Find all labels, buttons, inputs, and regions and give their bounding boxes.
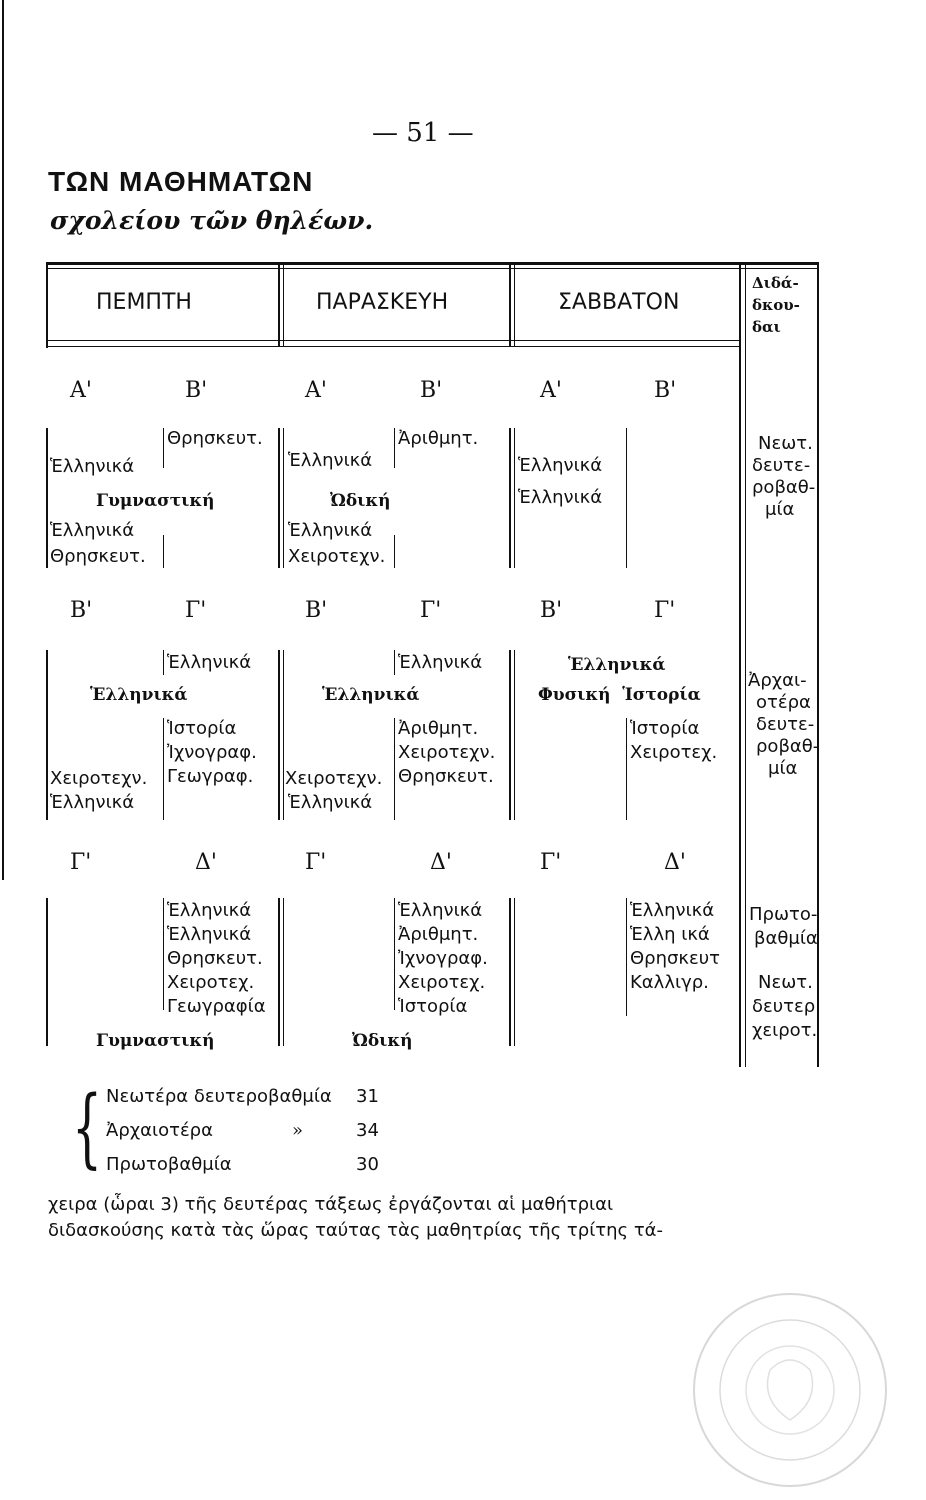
margin-line	[2, 0, 4, 880]
cell-thu-g: Ἰχνογραφ.	[167, 742, 257, 763]
header-divider-1	[278, 262, 280, 346]
table-left-border	[46, 262, 48, 348]
grade-label: Γ'	[654, 598, 676, 623]
summary-brace: {	[72, 1078, 103, 1178]
grade-label: Γ'	[305, 850, 327, 875]
col-rule	[626, 718, 627, 820]
cell-fri-d: Ἀριθμητ.	[398, 924, 479, 945]
col-rule	[46, 428, 48, 568]
cell-thu-top: Ἑλληνικά	[167, 652, 252, 673]
summary-value: 34	[356, 1120, 379, 1141]
teacher-col-divider	[739, 262, 741, 1067]
header-divider-2	[509, 262, 511, 346]
col-rule	[278, 898, 280, 1046]
cell-thu-b: Θρησκευτ.	[167, 428, 263, 449]
cell-thu-d: Ἑλληνικά	[167, 924, 252, 945]
cell-fri-joint: Ὠδική	[330, 491, 391, 511]
page-number: — 51 —	[372, 118, 474, 148]
cell-thu-joint: Ἑλληνικά	[90, 685, 188, 705]
cell-sat-a: Ἑλληνικά	[518, 487, 603, 508]
col-rule	[163, 428, 164, 468]
col-rule	[394, 718, 395, 820]
header-divider-1b	[283, 262, 284, 346]
teacher-cell: βαθμία	[754, 928, 818, 949]
teacher-cell: Νεωτ.	[758, 972, 813, 993]
header-saturday: ΣΑΒΒΑΤΟΝ	[558, 290, 680, 315]
cell-fri-g: Θρησκευτ.	[398, 766, 494, 787]
grade-label: Β'	[185, 378, 208, 403]
summary-ditto: »	[292, 1120, 304, 1141]
cell-thu-a: Θρησκευτ.	[50, 546, 146, 567]
grade-label: Α'	[305, 378, 327, 403]
header-bottom-rule-2	[46, 346, 741, 347]
cell-sat-d: Καλλιγρ.	[630, 972, 709, 993]
summary-label: Νεωτέρα δευτεροβαθμία	[106, 1086, 332, 1107]
grade-label: Α'	[540, 378, 562, 403]
col-rule	[46, 898, 48, 1046]
summary-value: 30	[356, 1154, 379, 1175]
library-seal	[690, 1290, 890, 1490]
cell-sat-g: Ἱστορία	[630, 718, 700, 739]
cell-sat-a: Ἑλληνικά	[518, 455, 603, 476]
grade-label: Δ'	[664, 850, 686, 875]
summary-value: 31	[356, 1086, 379, 1107]
teacher-cell: οτέρα	[756, 692, 811, 713]
col-rule	[278, 650, 280, 820]
cell-fri-d: Ἰχνογραφ.	[398, 948, 488, 969]
cell-thu-b: Ἑλληνικά	[50, 792, 135, 813]
header-teacher: Διδά- δκου- δαι	[752, 274, 800, 336]
col-rule	[509, 650, 511, 820]
col-rule	[509, 428, 511, 568]
teacher-cell: δευτερ.	[752, 996, 821, 1017]
header-bottom-rule	[46, 340, 741, 341]
teacher-cell: Νεωτ.	[758, 433, 813, 454]
cell-fri-d: Χειροτεχ.	[398, 972, 486, 993]
teacher-cell: Πρωτο-	[749, 904, 818, 925]
cell-fri-b: Ἑλληνικά	[288, 792, 373, 813]
col-rule	[394, 650, 395, 675]
cell-sat-d: Ἑλλη ικά	[630, 924, 710, 945]
grade-label: Α'	[70, 378, 92, 403]
summary-label: Πρωτοβαθμία	[106, 1154, 232, 1175]
cell-sat-joint: Ἑλληνικά	[568, 655, 666, 675]
col-rule	[283, 428, 284, 568]
teacher-cell: μία	[768, 758, 798, 779]
col-rule	[163, 535, 164, 568]
grade-label: Γ'	[540, 850, 562, 875]
cell-sat-joint: Φυσική Ἱστορία	[538, 685, 701, 705]
col-rule	[514, 650, 515, 820]
teacher-cell: χειροτ.	[752, 1020, 818, 1041]
cell-thu-b: Χειροτεχν.	[50, 768, 148, 789]
cell-thu-d: Χειροτεχ.	[167, 972, 255, 993]
footer-line: διδασκούσης κατὰ τὰς ὥρας ταύτας τὰς μαθητρίας τῆς τρίτης τά-	[48, 1220, 664, 1241]
grade-label: Γ'	[420, 598, 442, 623]
cell-fri-a: Ἑλληνικά	[288, 450, 373, 471]
cell-thu-d: Γεωγραφία	[167, 996, 266, 1017]
cell-fri-top: Ἑλληνικά	[398, 652, 483, 673]
col-rule	[626, 428, 627, 568]
grade-label: Γ'	[185, 598, 207, 623]
col-rule	[394, 535, 395, 568]
cell-fri-a: Ἑλληνικά	[288, 520, 373, 541]
cell-fri-a: Χειροτεχν.	[288, 546, 386, 567]
page-title: ΤΩΝ ΜΑΘΗΜΑΤΩΝ	[48, 166, 314, 197]
header-divider-2b	[514, 262, 515, 346]
grade-label: Β'	[540, 598, 563, 623]
cell-sat-g: Χειροτεχ.	[630, 742, 718, 763]
cell-fri-b: Ἀριθμητ.	[398, 428, 479, 449]
teacher-cell: μία	[765, 499, 795, 520]
grade-label: Γ'	[70, 850, 92, 875]
cell-thu-d: Ἑλληνικά	[167, 900, 252, 921]
teacher-col-divider-b	[745, 262, 746, 1067]
cell-fri-g: Χειροτεχν.	[398, 742, 496, 763]
col-rule	[163, 650, 164, 675]
col-rule	[394, 898, 395, 1010]
col-rule	[283, 898, 284, 1046]
grade-label: Δ'	[430, 850, 452, 875]
cell-thu-g: Ἱστορία	[167, 718, 237, 739]
grade-label: Β'	[420, 378, 443, 403]
col-rule	[283, 650, 284, 820]
cell-fri-joint: Ὠδική	[352, 1031, 413, 1051]
header-friday: ΠΑΡΑΣΚΕΥΗ	[316, 290, 449, 315]
teacher-cell: δευτε-	[756, 714, 815, 735]
grade-label: Β'	[305, 598, 328, 623]
cell-fri-d: Ἑλληνικά	[398, 900, 483, 921]
cell-sat-d: Ἑλληνικά	[630, 900, 715, 921]
summary-label: Ἀρχαιοτέρα	[106, 1120, 213, 1141]
cell-thu-d: Θρησκευτ.	[167, 948, 263, 969]
col-rule	[514, 428, 515, 568]
table-top-rule	[46, 262, 818, 265]
teacher-cell: δευτε-	[752, 455, 811, 476]
teacher-cell: ροβαθ-	[756, 736, 820, 757]
col-rule	[394, 428, 395, 468]
cell-fri-g: Ἀριθμητ.	[398, 718, 479, 739]
cell-thu-a: Ἑλληνικά	[50, 456, 135, 477]
grade-label: Β'	[70, 598, 93, 623]
cell-sat-d: Θρησκευτ	[630, 948, 720, 969]
cell-thu-g: Γεωγραφ.	[167, 766, 254, 787]
cell-fri-b: Χειροτεχν.	[285, 768, 383, 789]
col-rule	[163, 898, 164, 1010]
cell-fri-joint: Ἑλληνικά	[322, 685, 420, 705]
header-thursday: ΠΕΜΠΤΗ	[96, 290, 192, 315]
page-subtitle: σχολείου τῶν θηλέων.	[50, 206, 374, 235]
col-rule	[46, 650, 48, 820]
col-rule	[163, 718, 164, 820]
footer-line: χειρα (ὧραι 3) τῆς δευτέρας τάξεως ἐργάζονται αἱ μαθήτριαι	[48, 1194, 614, 1215]
col-rule	[514, 898, 515, 1046]
cell-thu-joint: Γυμναστική	[96, 491, 215, 511]
table-top-rule-2	[46, 268, 818, 269]
cell-thu-a: Ἑλληνικά	[50, 520, 135, 541]
col-rule	[626, 898, 627, 1016]
teacher-cell: ροβαθ-	[752, 477, 816, 498]
grade-label: Β'	[654, 378, 677, 403]
col-rule	[278, 428, 280, 568]
grade-label: Δ'	[195, 850, 217, 875]
cell-fri-d: Ἱστορία	[398, 996, 468, 1017]
col-rule	[509, 898, 511, 1046]
teacher-cell: Ἀρχαι-	[748, 670, 807, 691]
cell-thu-joint: Γυμναστική	[96, 1031, 215, 1051]
